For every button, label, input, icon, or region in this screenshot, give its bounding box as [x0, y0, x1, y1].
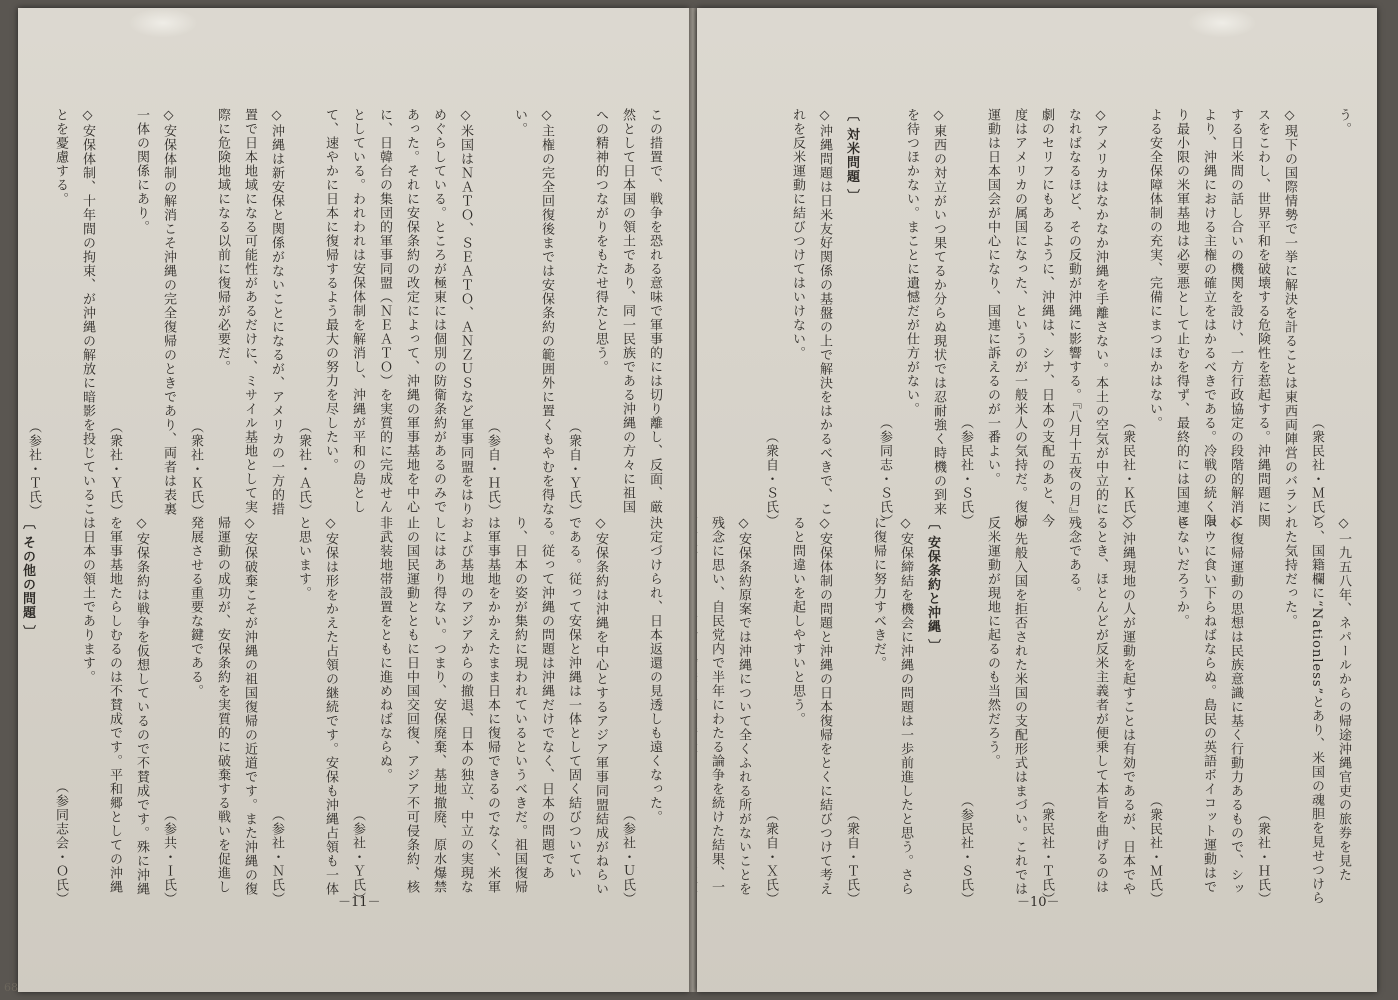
speaker-attribution: （衆社・Ａ氏）: [296, 420, 311, 518]
right-page-upper-block: [737, 108, 1357, 528]
speaker-attribution: （衆民社・Ｔ氏）: [1039, 794, 1054, 906]
comment-paragraph: ◇米国はＮＡＴＯ、ＳＥＡＴＯ、ＡＮＺＵＳなど軍事同盟をはりめぐらしている。ところが極東には個別の防衛条約があるのみであった。それに安保条約の改定によって、沖縄の軍事基地を中心に、日韓台の集団的軍事同盟（ＮＥＡＴＯ）を実質的に完成せんとしている。われわれは安保体制を解消し、沖縄が平和の島として、速やかに日本に復帰するよう最大の努力を尽したい。: [323, 108, 473, 516]
comment-paragraph: ◇安保条約は戦争を仮想しているので不賛成です。殊に沖縄を軍事基地たらしむるのは不賛成です。平和郷としての沖縄は日本の領土であります。: [80, 516, 149, 896]
speaker-attribution: （参社・Ｎ氏）: [269, 808, 284, 906]
comment-paragraph: [18, 108, 20, 518]
right-page-lower-block: [709, 516, 1357, 906]
speaker-attribution: （衆自・Ｓ氏）: [763, 430, 778, 528]
left-page-lower-block: [20, 516, 668, 906]
comment-paragraph: ◇沖縄現地の人が運動を起すことは有効であるが、日本でやるとき、ほとんどが反米主義者が便乗して本旨を曲げるのは残念である。: [1066, 516, 1135, 896]
speaker-attribution: （参社・Ｔ氏）: [26, 420, 41, 518]
speaker-attribution: （参民社・Ｓ氏）: [958, 794, 973, 906]
speaker-attribution: （衆自・Ｘ氏）: [763, 808, 778, 906]
speaker-attribution: （衆民社・Ｍ氏）: [1147, 794, 1162, 906]
comment-paragraph: ◇安保体制の問題と沖縄の日本復帰をとくに結びつけて考えると問違いを起しやすいと思う。: [790, 516, 832, 896]
comment-paragraph: ◇沖縄は新安保と関係がないことになるが、アメリカの一方的措置で日本地域になる可能性があるだけに、ミサイル基地として実際に危険地域になる以前に復帰が必要だ。: [215, 108, 284, 516]
speaker-attribution: （参同志会・Ｏ氏）: [53, 780, 68, 906]
comment-paragraph: ◇現下の国際情勢で一挙に解決を計ることは東西両陣営のバランスをこわし、世界平和を破壊する危険性を惹起する。沖縄問題に関する日米間の話し合いの機関を設け、一方行政協定の段階的解消により、沖縄における主権の確立をはかるべきである。冷戦の続く限り最小限の米軍基地は必要悪として止むを得ず、最終的には国連による安全保障体制の充実、完備にまつほかはない。: [1147, 108, 1297, 528]
comment-paragraph: この措置で、戦争を恐れる意味で軍事的には切り離し、反面、厳然として日本国の領土であり、同一民族である沖縄の方々に祖国への精神的つながりをもたせ得たと思う。: [593, 108, 662, 514]
section-heading: 〔 対米問題 〕: [844, 108, 859, 204]
speaker-attribution: （参社・Ｕ氏）: [620, 808, 635, 906]
speaker-attribution: （衆民社・Ｋ氏）: [1120, 416, 1135, 528]
comment-paragraph: ◇安保体制、十年間の拘束、が沖縄の解放に暗影を投じていることを憂慮する。: [53, 108, 95, 516]
comment-paragraph: ◇主権の完全回復後までは安保条約の範囲外に置くもやむを得ない。: [512, 108, 554, 516]
speaker-attribution: （参共・Ｉ氏）: [161, 808, 176, 906]
comment-paragraph: ◇東西の対立がいつ果てるか分らぬ現状では忍耐強く時機の到来を待つほかない。まことに遺憾だが仕方がない。: [904, 108, 946, 516]
speaker-attribution: （衆社・Ｙ氏）: [107, 420, 122, 518]
page-11: [18, 8, 689, 992]
comment-paragraph: う。: [1336, 108, 1351, 136]
comment-paragraph: ◇安保条約は沖縄を中心とするアジア軍事同盟結成がねらいである。従って安保と沖縄は一体として固く結びついている。従って沖縄の問題は沖縄だけでなく、日本の問題であり、日本の姿が集約に現われているというべきだ。祖国復帰は軍事基地をかかえたまま日本に復帰できるのでなく、米軍および基地のアジアからの撤退、日本の独立、中立の実現なしにはあり得ない。つまり、安保廃棄、基地撤廃、原水爆禁止の国民運動とともに日中国交回復、アジア不可侵条約、核非武装地帯設置をともに進めねばならぬ。: [377, 516, 608, 896]
comment-paragraph: 決定づけられ、日本返還の見透しも遠くなった。: [647, 516, 662, 824]
speaker-attribution: （衆社・Ｈ氏）: [1255, 808, 1270, 906]
book-spine: [689, 8, 697, 992]
speaker-attribution: （衆自・Ｙ氏）: [566, 420, 581, 518]
page-10: [697, 8, 1377, 992]
speaker-attribution: （参社・Ｙ氏）: [350, 808, 365, 906]
section-heading: 〔 その他の問題 〕: [20, 516, 35, 640]
section-heading: 〔 安保条約と沖縄 〕: [925, 516, 940, 654]
comment-paragraph: ◇安保体制の解消こそ沖縄の完全復帰のときであり、両者は表裏一体の関係にあり。: [134, 108, 176, 516]
paper-stain: [1187, 8, 1257, 38]
speaker-attribution: （衆自・Ｔ氏）: [844, 808, 859, 906]
speaker-attribution: （参同志・Ｓ氏）: [877, 416, 892, 528]
comment-paragraph: ◇復帰運動の思想は民族意識に基く行動力あるもので、シッョウに食い下らねばならぬ。島民の英語ボイコット運動はできないだろうか。: [1174, 516, 1243, 896]
comment-paragraph: ◇安保は形をかえた占領の継続です。安保も沖縄占領も一体と思います。: [296, 516, 338, 896]
comment-paragraph: ◇一九五八年、ネパールからの帰途沖縄官吏の旅券を見たら、国籍欄に“Nationless”とあり、米国の魂胆を見せつけられた気持だった。: [1282, 516, 1351, 906]
page-number: －11－: [338, 895, 381, 910]
comment-paragraph: ◇沖縄問題は日米友好関係の基盤の上で解決をはかるべきで、これを反米運動に結びつけてはいけない。: [790, 108, 832, 516]
comment-paragraph: ◇安保締結を機会に沖縄の問題は一歩前進したと思う。さらに復帰に努力すべきだ。: [871, 516, 913, 896]
comment-paragraph: ◇アメリカはなかなか沖縄を手離さない。本土の空気が中立的になればなるほど、その反動が沖縄に影響する。『八月十五夜の月』劇のセリフにもあるように、沖縄は、シナ、日本の支配のあと、今度はアメリカの属国になった、というのが一般米人の気持だ。復帰運動は日本国会が中心になり、国連に訴えるのが一番よい。: [985, 108, 1108, 528]
paper-stain: [128, 8, 198, 38]
left-page-upper-block: [26, 108, 668, 518]
speaker-attribution: （衆民社・Ｍ氏）: [1309, 416, 1324, 528]
page-number: －10－: [1017, 895, 1060, 910]
speaker-attribution: （参自・Ｈ氏）: [485, 420, 500, 518]
margin-pencil-note: 68: [4, 981, 18, 994]
speaker-attribution: （参民社・Ｓ氏）: [958, 416, 973, 528]
comment-paragraph: ◇安保破棄こそが沖縄の祖国復帰の近道です。また沖縄の復帰運動の成功が、安保条約を実質的に破棄する戦いを促進し発展させる重要な鍵である。: [188, 516, 257, 896]
comment-paragraph: ◇安保条約原案では沖縄について全くふれる所がないことを残念に思い、自民党内で半年にわたる論争を続けた結果、一: [709, 516, 751, 896]
speaker-attribution: （衆社・Ｋ氏）: [188, 420, 203, 518]
comment-paragraph: ◇先般入国を拒否された米国の支配形式はまづい。これでは反米運動が現地に起るのも当然だろう。: [985, 516, 1027, 896]
